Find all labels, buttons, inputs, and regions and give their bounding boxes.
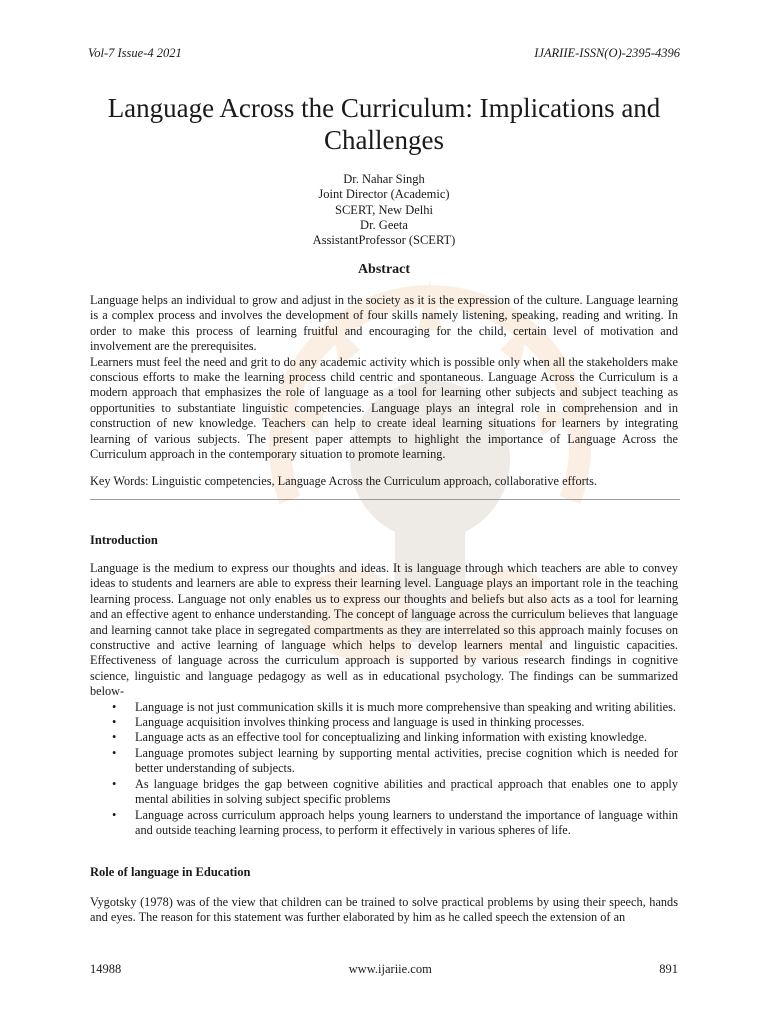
list-item: • Language across curriculum approach helps young learners to understand the importance of language within and outside teaching learning process, to perform it effectively in various spheres of life. (112, 807, 678, 837)
paper-title: Language Across the Curriculum: Implications and Challenges (107, 93, 661, 155)
header-issn: IJARIIE-ISSN(O)-2395-4396 (534, 46, 680, 60)
abstract-paragraph: Learners must feel the need and grit to do any academic activity which is possible only when all the stakeholders make conscious efforts to make the learning process child centric and spontaneous. Language Across the Curriculum is a modern approach that emphasizes the role of language as a tool for learning other subjects and subject teaching as opportunities to substantiate linguistic competencies. Language plays an integral role in comprehension and in construction of new knowledge. Teachers can help to create ideal learning situations for learners by integrating learning of various subjects. The present paper attempts to highlight the importance of Language Across the Curriculum approach in the contemporary situation to promote learning. (90, 354, 678, 462)
footer-website: www.ijariie.com (348, 962, 432, 976)
introduction-heading: Introduction (90, 533, 158, 547)
page-number: 891 (659, 962, 678, 976)
list-item: • Language acts as an effective tool for conceptualizing and linking information with existing knowledge. (112, 730, 647, 745)
running-header (88, 46, 680, 61)
bullet-icon: • (112, 730, 117, 745)
author-line: SCERT, New Delhi (335, 202, 433, 217)
bullet-icon: • (112, 776, 117, 791)
bullet-icon: • (112, 699, 117, 714)
bullet-icon: • (112, 807, 117, 822)
author-line: Joint Director (Academic) (318, 187, 450, 202)
abstract-paragraph: Language helps an individual to grow and adjust in the society as it is the expression of the culture. Language learning is a complex process and involves the development of four skills namely listening, speaking, reading and writing. In order to make this process of learning fruitful and encouraging for the child, certain level of motivation and involvement are the prerequisites. (90, 293, 678, 354)
author-line: AssistantProfessor (SCERT) (312, 233, 456, 248)
abstract-body (90, 293, 678, 462)
list-item: • Language promotes subject learning by supporting mental activities, precise cognition which is needed for better understanding of subjects. (112, 745, 678, 776)
abstract-heading: Abstract (357, 262, 411, 277)
author-line: Dr. Geeta (360, 217, 408, 232)
findings-list (90, 700, 678, 839)
introduction-paragraph: Language is the medium to express our thoughts and ideas. It is language through which teachers are able to convey ideas to students and learners are able to express their learning level. Language plays an important role in the teaching learning process. Language not only enables us to express our thoughts and beliefs but also acts as a tool for learning and an effective agent to enhance understanding. The concept of language across the curriculum believes that language and learning cannot take place in segregated compartments as they are interrelated so this approach mainly focuses on constructive and active learning of language which helps to develop learners mental and linguistic capacities. Effectiveness of language across the curriculum approach is supported by various research findings in cognitive science, linguistic and language pedagogy as well as in educational psychology. The findings can be summarized below- (90, 561, 678, 699)
footer-paper-id: 14988 (90, 962, 122, 976)
list-item: • Language acquisition involves thinking process and language is used in thinking processes. (112, 715, 585, 730)
bullet-icon: • (112, 715, 117, 730)
bullet-icon: • (112, 745, 117, 760)
author-line: Dr. Nahar Singh (343, 172, 425, 186)
introduction-body (90, 561, 678, 838)
role-section-paragraph: Vygotsky (1978) was of the view that children can be trained to solve practical problems by using their speech, hands and eyes. The reason for this statement was further elaborated by him as he called speech the extension of an (90, 895, 678, 925)
page-footer (90, 962, 678, 977)
role-section-heading: Role of language in Education (90, 865, 251, 879)
author-block (0, 172, 768, 248)
keywords: Key Words: Linguistic competencies, Language Across the Curriculum approach, collaborative efforts. (90, 474, 598, 488)
list-item: • Language is not just communication skills it is much more comprehensive than speaking and writing abilities. (112, 699, 676, 714)
list-item: • As language bridges the gap between cognitive abilities and practical approach that enables one to apply mental abilities in solving subject specific problems (112, 776, 678, 807)
section-divider (90, 499, 680, 500)
header-volume: Vol-7 Issue-4 2021 (88, 46, 182, 60)
